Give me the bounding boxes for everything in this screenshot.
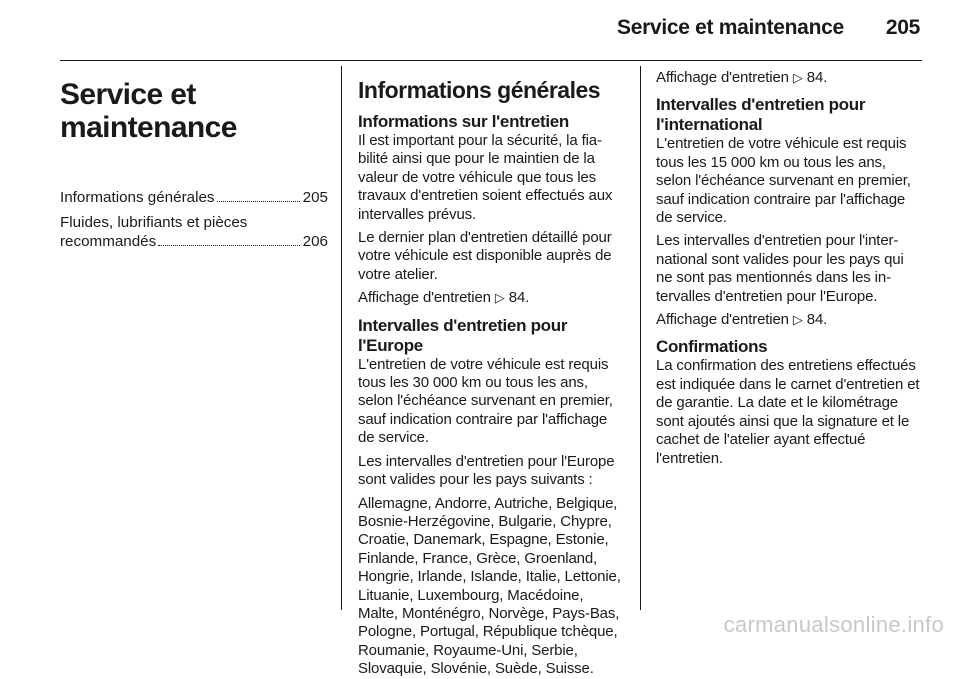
cross-reference-text: Affichage d'entretien (656, 311, 789, 329)
chapter-title: Service et maintenance (60, 78, 237, 144)
page-reference-arrow-icon: ▷ (792, 312, 803, 328)
subsection-heading: Confirmations (656, 337, 768, 357)
paragraph: Les intervalles d'entretien pour l'Europe sont valides pour les pays suivants : (358, 452, 615, 489)
toc-leader-dots (158, 245, 299, 246)
cross-reference-text: Affichage d'entretien (656, 69, 789, 86)
paragraph: Les intervalles d'entretien pour l'international sont valides pour les pays qui ne sont pas mentionnés dans les intervalles d'entretien pour l'Europe. (656, 232, 904, 305)
paragraph: Il est important pour la sécurité, la fiabilité ainsi que pour le maintien de la valeur de votre véhicule que tous les travaux d'entretien soient effectués aux intervalles prévus. (358, 132, 613, 223)
toc-entry-page: 205 (302, 189, 328, 206)
column-divider (640, 66, 641, 610)
toc-entry-line1: Fluides, lubrifiants et pièces (60, 214, 248, 231)
cross-reference[interactable] (358, 289, 624, 307)
toc-entry-text: recommandés (60, 233, 157, 250)
paragraph: L'entretien de votre véhicule est requis tous les 15 000 km ou tous les ans, selon l'échéance survenant en premier, sauf indication contraire par l'affichage de service. (656, 135, 911, 227)
toc-entry[interactable] (60, 188, 328, 207)
running-header (617, 16, 920, 40)
paragraph: La confirmation des entretiens effectués est indiquée dans le carnet d'entretien et de garantie. La date et le kilométrage sont ajoutés ainsi que la signature et le cachet de l'atelier ayant effectué l'entretien. (656, 357, 920, 467)
toc-entry-page: 206 (302, 233, 328, 250)
paragraph: L'entretien de votre véhicule est requis tous les 30 000 km ou tous les ans, selon l'échéance survenant en premier, sauf indication contraire par l'affichage de service. (358, 355, 613, 447)
cross-reference[interactable] (656, 311, 922, 329)
country-list: Allemagne, Andorre, Autriche, Belgique, Bosnie-Herzégovine, Bulgarie, Chypre, Croatie, Danemark, Espagne, Estonie, Finlande, France, Grèce, Groenland, Hongrie, Irlande, Islande, Italie, Lettonie, Lituanie, Luxembourg, Macédoine, Malte, Monténégro, Norvège, Pays-Bas, Pologne, Portugal, République tchèque, Roumanie, Royaume-Uni, Serbie, Slovaquie, Slovénie, Suède, Suisse. (358, 494, 621, 678)
cross-reference-page: 84. (806, 69, 828, 86)
page-reference-arrow-icon: ▷ (792, 70, 803, 85)
toc-entry[interactable] (60, 213, 328, 251)
running-header-chapter: Service et maintenance (617, 16, 844, 39)
header-rule (60, 60, 922, 61)
section-title: Informations générales (358, 77, 601, 103)
column-toc (60, 66, 328, 612)
watermark: carmanualsonline.info (723, 612, 944, 637)
page-reference-arrow-icon: ▷ (494, 290, 505, 306)
column-middle (358, 66, 624, 678)
paragraph: Le dernier plan d'entretien détaillé pour votre véhicule est disponible auprès de votre atelier. (358, 229, 612, 283)
column-right (656, 66, 922, 612)
subsection-heading: Informations sur l'entretien (358, 112, 570, 131)
subsection-heading: Intervalles d'entretien pour l'international (656, 95, 866, 135)
cross-reference-page: 84. (806, 311, 828, 329)
cross-reference-text: Affichage d'entretien (358, 289, 491, 307)
subsection-heading: Intervalles d'entretien pour l'Europe (358, 315, 568, 355)
cross-reference[interactable] (656, 69, 922, 87)
toc-entry-text: Informations générales (60, 189, 215, 206)
column-divider (341, 66, 342, 610)
toc-leader-dots (217, 201, 300, 202)
cross-reference-page: 84. (508, 289, 530, 307)
page-number: 205 (885, 16, 920, 39)
